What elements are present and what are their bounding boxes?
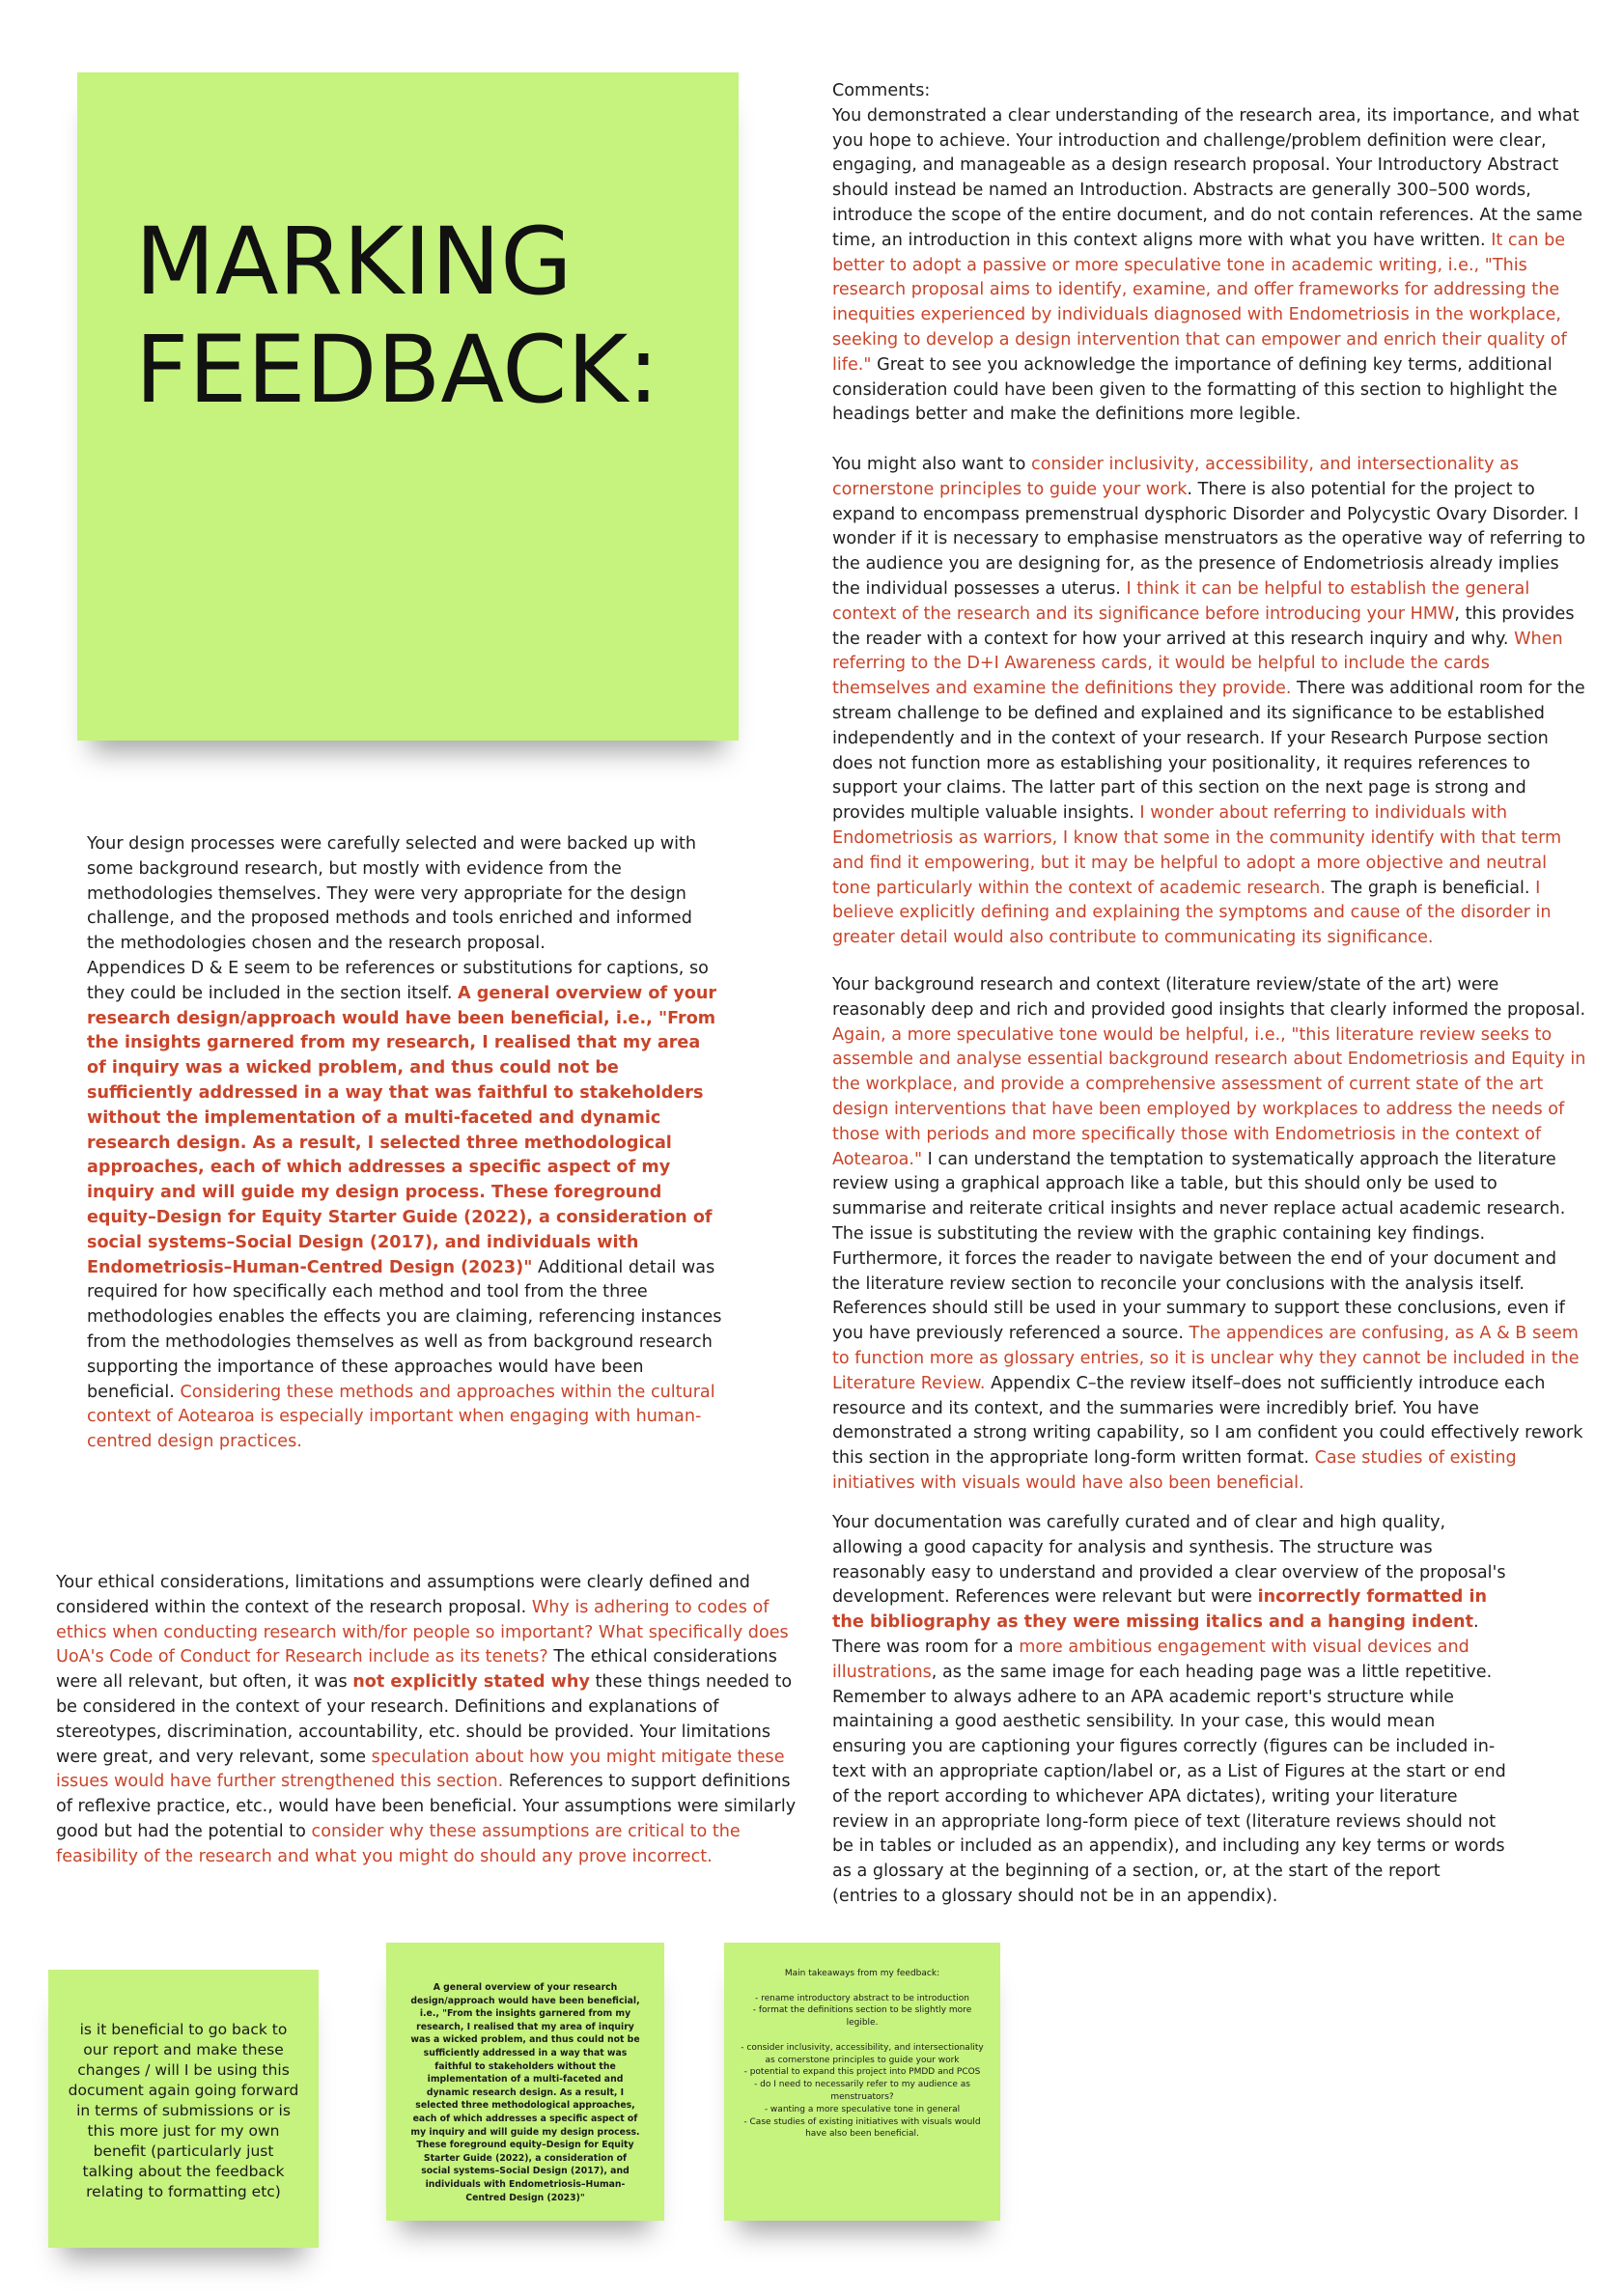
takeaway-line [740, 2030, 985, 2042]
feedback-text: You might also want to [832, 454, 1032, 474]
takeaway-line: Main takeaways from my feedback: [784, 1969, 940, 1978]
ethics-paragraph [56, 1571, 801, 1870]
title-line-1: MARKING [135, 208, 573, 316]
highlighted-feedback: Case studies of existing initiatives with visuals would have also been beneficial. [832, 1448, 1517, 1493]
feedback-text: References to support definitions of reflexive practice, etc., would have been beneficial. Your assumptions were similarly good but had the potential to [56, 1772, 797, 1841]
takeaway-line: - potential to expand this project into PMDD and PCOS [743, 2067, 981, 2078]
takeaway-line: - wanting a more speculative tone in general [764, 2104, 961, 2114]
quote-note-text: A general overview of your research design/approach would have been beneficial, i.e., "From the insights garnered from my research, I realised that my area of inquiry was a wicked problem, and thus could not be sufficiently addressed in a way that was faithful to stakeholders without the implementation of a multi-faceted and dynamic research design. As a result, I selected three methodological approaches, each of which addresses a specific aspect of my inquiry and will guide my design process. These foreground equity–Design for Equity Starter Guide (2022), a consideration of social systems–Social Design (2017), and individuals with Endometriosis–Human-Centred Design (2023)" [410, 1982, 640, 2203]
highlighted-feedback: A general overview of your research design/approach would have been beneficial, i.e., "From the insights garnered from my research, I realised that my area of inquiry was a wicked problem, and thus could not be sufficiently addressed in a way that was faithful to stakeholders without the implementation of a multi-faceted and dynamic research design. As a result, I selected three methodological approaches, each of which addresses a specific aspect of my inquiry and will guide my design process. These foreground equity–Design for Equity Starter Guide (2022), a consideration of social systems–Social Design (2017), and individuals with Endometriosis–Human-Centred Design (2023)" [87, 983, 717, 1277]
takeaways-sticky-note [724, 1943, 1000, 2221]
highlighted-feedback: speculation about how you might mitigate these issues would have further strengthened this section. [56, 1747, 785, 1792]
highlighted-feedback: consider inclusivity, accessibility, and intersectionality as cornerstone principles to guide your work [832, 454, 1520, 499]
question-sticky-note [48, 1970, 319, 2248]
takeaway-line: - do I need to necessarily refer to my audience as menstruators? [754, 2080, 970, 2102]
feedback-text: Appendices D & E seem to be references or substitutions for captions, so they could be included in the section itself. [87, 958, 709, 1003]
takeaways-note-list [740, 1968, 985, 2141]
takeaway-line: - consider inclusivity, accessibility, and intersectionality as cornerstone principles to guide your work [741, 2042, 984, 2065]
feedback-text: Your documentation was carefully curated and of clear and high quality, allowing a good capacity for analysis and synthesis. The structure was reasonably easy to understand and provided a clear overview of the proposal's development. References were relevant but were [832, 1513, 1506, 1608]
documentation-paragraph [832, 1511, 1508, 1910]
highlighted-feedback: I wonder about referring to individuals with Endometriosis as warriors, I know that some in the community identify with that term and find it empowering, but it may be helpful to adopt a more objective and neutral tone particularly within the context of academic research. [832, 803, 1562, 898]
feedback-text: Appendix C–the review itself–does not sufficiently introduce each resource and its context, and the summaries were incredibly brief. You have demonstrated a strong writing capability, so I am confident you could effectively rework this section in the appropriate long-form written format. [832, 1373, 1583, 1469]
feedback-text: There was additional room for the stream challenge to be defined and explained and its significance to be established independently and in the context of your research. If your Research Purpose section does not function more as establishing your positionality, it requires references to support your claims. The latter part of this section on the next page is strong and provides multiple valuable insights. [832, 679, 1585, 824]
documentation-section [832, 1511, 1508, 1910]
design-paragraph-2 [87, 957, 724, 1455]
comments-paragraph-1 [832, 104, 1587, 428]
feedback-text: these things needed to be considered in the context of your research. Definitions and explanations of stereotypes, discrimination, accountability, etc. should be provided. Your limitations were great, and very relevant, some [56, 1672, 793, 1767]
feedback-text: I can understand the temptation to systematically approach the literature review using a graphical approach like a table, but this should only be used to summarise and reiterate critical insights and never replace actual academic research. The issue is substituting the review with the graphic containing key findings. Furthermore, it forces the reader to navigate between the end of your document and the literature review section to reconcile your conclusions with the analysis itself. References should still be used in your summary to support these conclusions, even if you have previously referenced a source. [832, 1149, 1566, 1344]
ethics-section [56, 1571, 801, 1870]
highlighted-feedback: Why is adhering to codes of ethics when conducting research with/for people so important? What specifically does UoA's Code of Conduct for Research include as its tenets? [56, 1597, 789, 1667]
design-paragraph-1 [87, 832, 724, 957]
feedback-text: Your background research and context (literature review/state of the art) were reasonably deep and rich and provided good insights that clearly informed the proposal. [832, 975, 1586, 1020]
feedback-text: , this provides the reader with a context for how your arrived at this research inquiry and why. [832, 603, 1575, 649]
highlighted-feedback: incorrectly formatted in the bibliography as they were missing italics and a hanging indent [832, 1587, 1488, 1633]
question-note-text: is it beneficial to go back to our report and make these changes / will I be using this document again going forward in terms of submissions or is this more just for my own benefit (particularly just talking about the feedback relating to formatting etc) [68, 2021, 299, 2200]
feedback-text: , as the same image for each heading page was a little repetitive. Remember to always adhere to an APA academic report's structure while maintaining a good aesthetic sensibility. In your case, this would mean ensuring you are captioning your figures correctly (figures can be included in-text with an appropriate caption/label or, as a List of Figures at the start or end of the report according to whichever APA dictates), writing your literature review in an appropriate long-form piece of text (literature reviews should not be in tables or included as an appendix), and including any key terms or words as a glossary at the beginning of a section, or, at the start of the report (entries to a glossary should not be in an appendix). [832, 1662, 1506, 1906]
feedback-text: . There is also potential for the project to expand to encompass premenstrual dysphoric Disorder and Polycystic Ovary Disorder. I wonder if it is necessary to emphasise menstruators as the operative way of referring to the audience you are designing for, as the presence of Endometriosis already implies the individual possesses a uterus. [832, 479, 1586, 599]
comments-section [832, 79, 1587, 951]
highlighted-feedback: not explicitly stated why [352, 1672, 590, 1693]
comments-paragraph-2 [832, 453, 1587, 951]
feedback-text: . There was room for a [832, 1612, 1479, 1657]
highlighted-feedback: I believe explicitly defining and explaining the symptoms and cause of the disorder in greater detail would also contribute to communicating its significance. [832, 878, 1552, 948]
title-line-2: FEEDBACK: [135, 316, 659, 425]
takeaway-line [740, 1980, 985, 1993]
highlighted-feedback: Again, a more speculative tone would be helpful, i.e., "this literature review seeks to assemble and analyse essential background research about Endometriosis and Equity in the workplace, and provide a comprehensive assessment of current state of the art design interventions that have been employed by workplaces to address the needs of those with periods and more specifically those with Endometriosis in the context of Aotearoa." [832, 1024, 1586, 1169]
highlighted-feedback: more ambitious engagement with visual devices and illustrations [832, 1637, 1469, 1682]
feedback-text: The graph is beneficial. [1325, 878, 1536, 898]
highlighted-feedback: consider why these assumptions are critical to the feasibility of the research and what you might do should any prove incorrect. [56, 1821, 741, 1866]
background-research-section [832, 973, 1587, 1497]
takeaway-line: - Case studies of existing initiatives with visuals would have also been beneficial. [743, 2116, 981, 2140]
feedback-text: Great to see you acknowledge the importance of defining key terms, additional consideration could have been given to the formatting of this section to highlight the headings better and make the definitions more legible. [832, 354, 1557, 425]
highlighted-feedback: The appendices are confusing, as A & B seem to function more as glossary entries, so it is unclear why they cannot be included in the Literature Review. [832, 1324, 1580, 1393]
page-title [135, 208, 659, 425]
highlighted-feedback: It can be better to adopt a passive or more speculative tone in academic writing, i.e., "This research proposal aims to identify, examine, and offer frameworks for addressing the inequities experienced by individuals diagnosed with Endometriosis in the workplace, seeking to develop a design intervention that can empower and enrich their quality of life." [832, 230, 1567, 375]
feedback-text: Your design processes were carefully selected and were backed up with some background research, but mostly with evidence from the methodologies themselves. They were very appropriate for the design challenge, and the proposed methods and tools enriched and informed the methodologies chosen and the research proposal. [87, 834, 697, 954]
highlighted-feedback: When referring to the D+I Awareness cards, it would be helpful to include the cards themselves and examine the definitions they provide. [832, 629, 1563, 699]
feedback-text: Your ethical considerations, limitations and assumptions were clearly defined and considered within the context of the research proposal. [56, 1573, 750, 1617]
quote-sticky-note [386, 1943, 664, 2221]
design-process-section [87, 832, 724, 1455]
takeaway-line: - format the definitions section to be slightly more legible. [752, 2005, 972, 2029]
highlighted-feedback: I think it can be helpful to establish the general context of the research and its significance before introducing your HMW [832, 578, 1530, 624]
comments-heading: Comments: [832, 81, 931, 100]
takeaway-line: - rename introductory abstract to be introduction [755, 1993, 969, 2003]
feedback-text: You demonstrated a clear understanding of the research area, its importance, and what you hope to achieve. Your introduction and challenge/problem definition were clear, engaging, and manageable as a design research proposal. Your Introductory Abstract should instead be named an Introduction. Abstracts are generally 300–500 words, introduce the scope of the entire document, and do not contain references. At the same time, an introduction in this context aligns more with what you have written. [832, 105, 1583, 250]
background-paragraph [832, 973, 1587, 1497]
highlighted-feedback: Considering these methods and approaches within the cultural context of Aotearoa is especially important when engaging with human-centred design practices. [87, 1382, 715, 1452]
title-sticky-note [77, 72, 739, 741]
feedback-text: The ethical considerations were all relevant, but often, it was [56, 1647, 777, 1693]
feedback-text: Additional detail was required for how specifically each method and tool from the three methodologies enables the effects you are claiming, referencing instances from the methodologies themselves as well as from background research supporting the importance of these approaches would have been beneficial. [87, 1257, 722, 1402]
